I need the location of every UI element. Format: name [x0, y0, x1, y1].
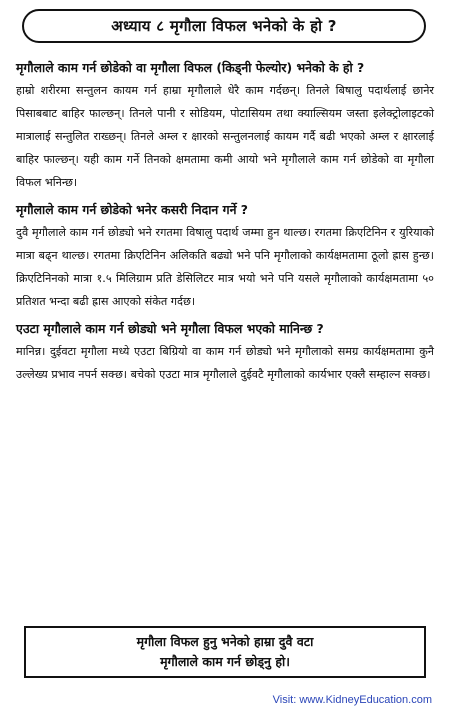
- summary-line: मृगौला विफल हुनु भनेको हाम्रा दुवै वटा: [136, 634, 314, 649]
- summary-box: [24, 626, 426, 678]
- section-one-kidney: [16, 317, 434, 386]
- section-paragraph: मानिन्न। दुईवटा मृगौला मध्ये एउटा बिग्रियो वा काम गर्न छोड्यो भने मृगौलाको समग्र कार्यक्षमतामा कुनै उल्लेख्य प्रभाव नपर्न सक्छ। बचेको एउटा मात्र मृगौलाले दुईवटै मृगौलाको कार्यभार एक्लै सम्हाल्न सक्छ।: [16, 345, 434, 381]
- section-paragraph: दुवै मृगौलाले काम गर्न छोड्यो भने रगतमा विषालु पदार्थ जम्मा हुन थाल्छ। रगतमा क्रिएटिनिन र युरियाको मात्रा बढ्न थाल्छ। रगतमा क्रिएटिनिन अलिकति बढ्यो भने पनि मृगौलाको कार्यक्षमतामा ठूलो ह्रास हुन्छ। क्रिएटिनिनको मात्रा १.५ मिलिग्राम प्रति डेसिलिटर मात्र भयो भने पनि यसले मृगौलाको कार्यक्षमतामा ५० प्रतिशत भन्दा बढी ह्रास आएको संकेत गर्दछ।: [16, 226, 434, 308]
- chapter-title: अध्याय ८ मृगौला विफल भनेको के हो ?: [111, 17, 337, 35]
- chapter-title-box: [22, 9, 426, 43]
- section-heading: एउटा मृगौलाले काम गर्न छोड्यो भने मृगौला विफल भएको मानिन्छ ?: [16, 321, 324, 336]
- document-body: [16, 56, 434, 390]
- footer-link[interactable]: Visit: www.KidneyEducation.com: [272, 694, 432, 706]
- section-what-is-kidney-failure: [16, 56, 434, 194]
- summary-line: मृगौलाले काम गर्न छोड्नु हो।: [160, 654, 290, 669]
- section-heading: मृगौलाले काम गर्न छोडेको वा मृगौला विफल (किड्नी फेल्योर) भनेको के हो ?: [16, 60, 365, 75]
- section-heading: मृगौलाले काम गर्न छोडेको भनेर कसरी निदान गर्ने ?: [16, 202, 248, 217]
- section-diagnosis: [16, 198, 434, 313]
- section-paragraph: हाम्रो शरीरमा सन्तुलन कायम गर्न हाम्रा मृगौलाले धेरै काम गर्दछन्। तिनले बिषालु पदार्थलाई छानेर पिसाबबाट बाहिर फाल्छन्। तिनले पानी र सोडियम, पोटासियम तथा क्याल्सियम जस्ता इलेक्ट्रोलाइटको मात्रालाई सन्तुलित राख्छन्। तिनले अम्ल र क्षारको सन्तुलनलाई कायम गर्दै बढी भएको अम्ल र क्षारलाई बाहिर फाल्छन्। यही काम गर्ने तिनको क्षमतामा कमी आयो भने मृगौलाले काम गर्न छोडेको वा मृगौला विफल भनिन्छ।: [16, 84, 434, 189]
